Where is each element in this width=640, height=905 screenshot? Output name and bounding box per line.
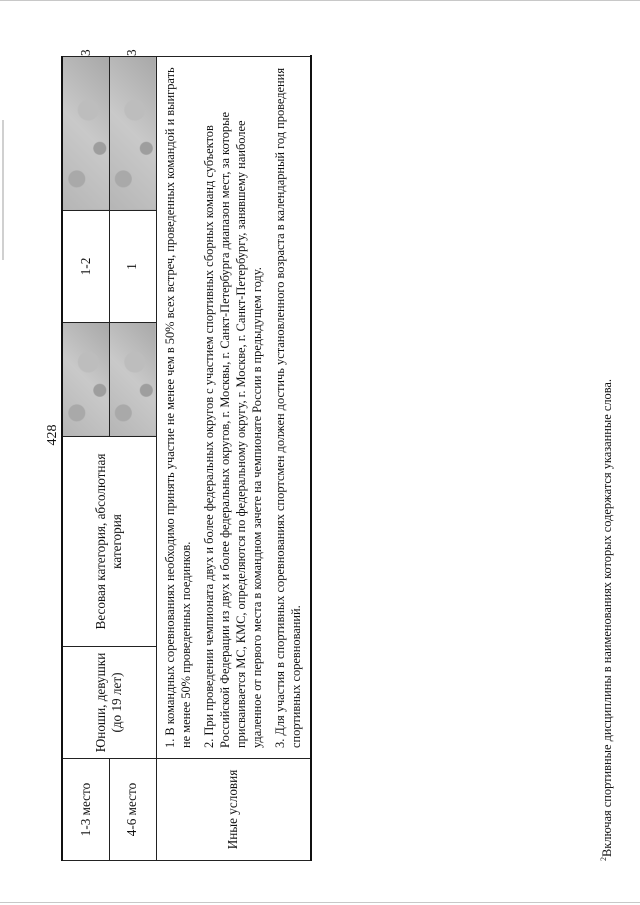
place-label: 1-3 место — [62, 759, 109, 861]
condition-item: 2. При проведении чемпионата двух и более федеральных округов с участием спортивных сборных команд субъектов Российской Федерации из двух и более федеральных округов, г. Москвы, г. Санкт-Петербурга диапазон мест, за которые присваивается МС, КМС, определяются по федеральному округу, г. Москве, г. Санкт-Петербургу, занявшему наиболее удаленное от первого места в командном зачете на чемпионате России в предыдущем году. — [201, 112, 264, 748]
gray-cell — [62, 323, 109, 437]
gray-cell — [109, 57, 156, 211]
conditions-text — [156, 57, 311, 759]
footnote-text: Включая спортивные дисциплины в наименованиях которых содержатся указанные слова. — [600, 379, 615, 857]
gray-cell — [62, 57, 109, 211]
value-cell: 1-2 — [62, 211, 109, 323]
table-row: 4-6 место 1 3 — [109, 57, 156, 861]
conditions-row — [156, 57, 311, 861]
group-cell: Юноши, девушки (до 19 лет) — [62, 647, 156, 759]
footnote-marker: 2 — [599, 857, 608, 861]
footnote — [596, 41, 615, 861]
table-row: 1-3 место Юноши, девушки (до 19 лет) Весовая категория, абсолютная категория 1-2 3 — [62, 57, 109, 861]
gray-cell — [109, 323, 156, 437]
qualification-table — [61, 49, 312, 861]
page-number: 428 — [45, 405, 62, 465]
condition-item: 1. В командных соревнованиях необходимо принять участие не менее чем в 50% всех встреч, проведенных командой и выиграть не менее 50% проведенных поединков. — [162, 67, 193, 748]
category-cell: Весовая категория, абсолютная категория — [62, 437, 156, 647]
place-label: 4-6 место — [109, 759, 156, 861]
condition-item: 3. Для участия в спортивных соревнованиях спортсмен должен достичь установленного возраста в календарный год проведения спортивных соревнований. — [272, 67, 303, 748]
conditions-label: Иные условия — [156, 759, 311, 861]
value-cell: 1 — [109, 211, 156, 323]
